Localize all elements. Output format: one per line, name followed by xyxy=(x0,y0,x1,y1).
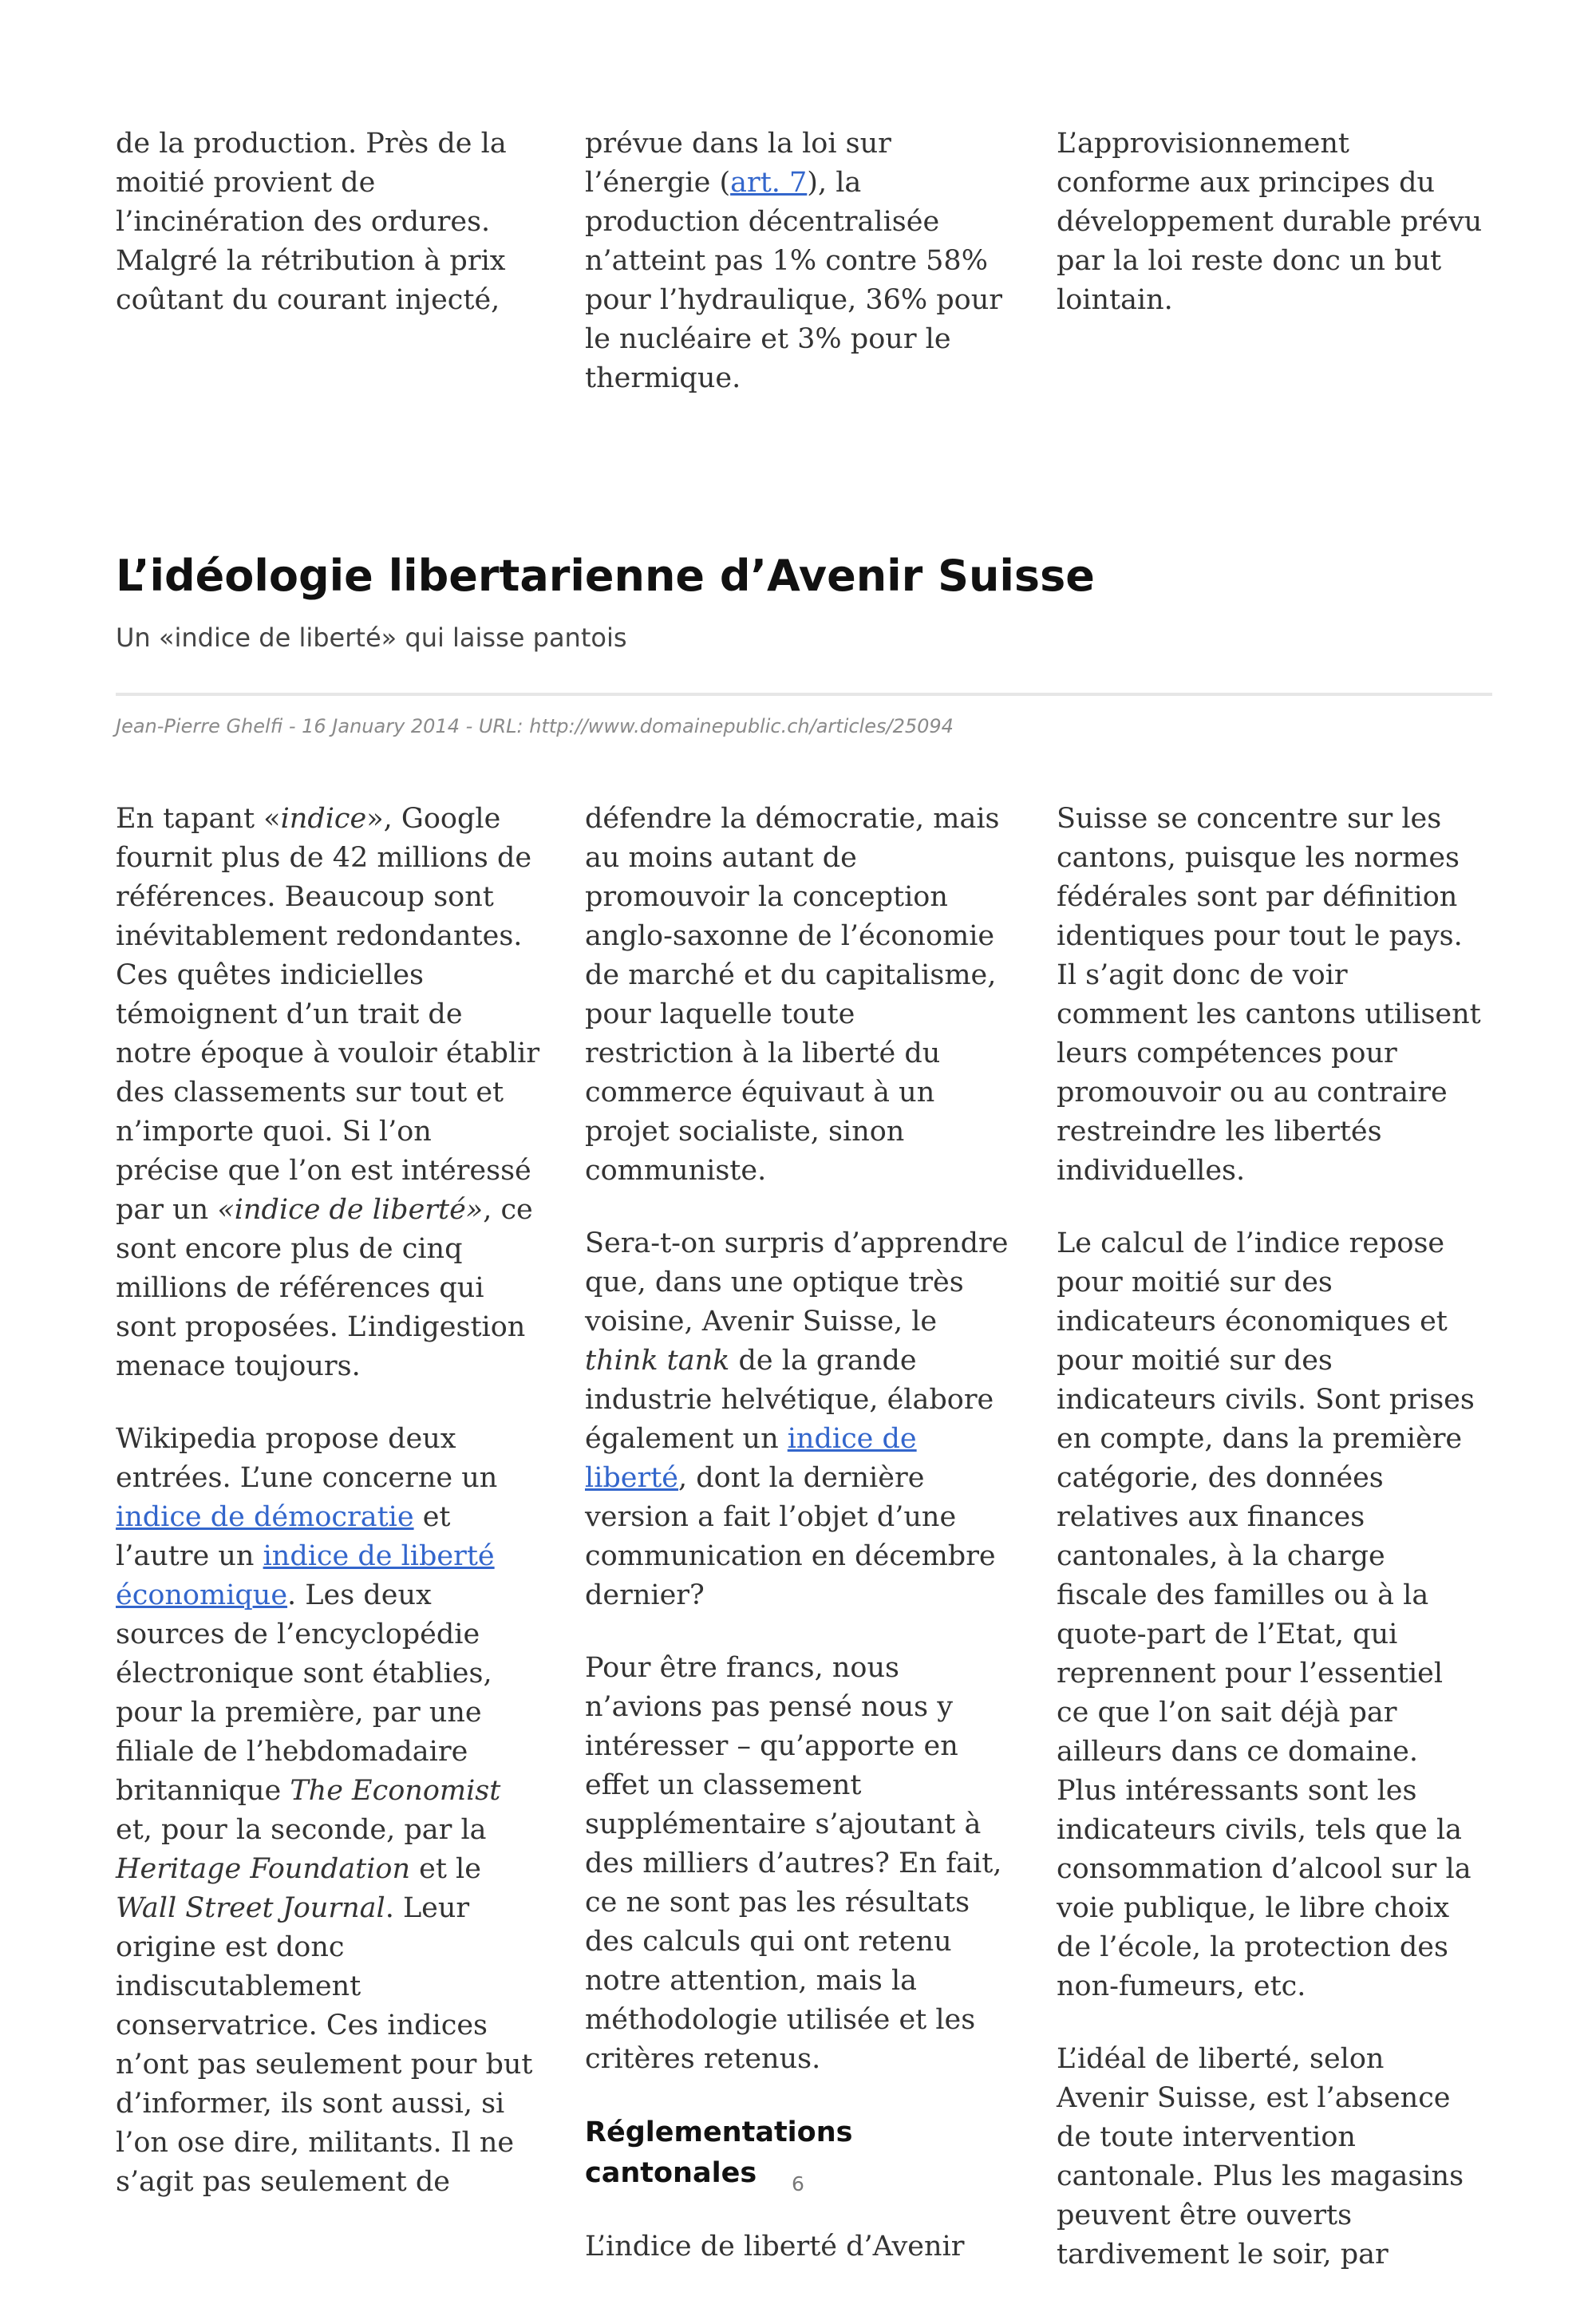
paragraph: Wikipedia propose deux entrées. L’une concerne un indice de démocratie et l’autre un indice de liberté économique. Les deux sources de l’encyclopédie électronique sont établies, pour la première, par une filiale de l’hebdomadaire britannique The Economist et, pour la seconde, par la Heritage Foundation et le Wall Street Journal. Leur origine est donc indiscutablement conservatrice. Ces indices n’ont pas seulement pour but d’informer, ils sont aussi, si l’on ose dire, militants. Il ne s’agit pas seulement de xyxy=(116,1423,533,2198)
article-title: L’idéologie libertarienne d’Avenir Suisse xyxy=(116,551,1095,601)
paragraph: Suisse se concentre sur les cantons, puisque les normes fédérales sont par définition identiques pour tout le pays. Il s’agit donc de voir comment les cantons utilisent leurs compétences pour promouvoir ou au contraire restreindre les libertés individuelles. xyxy=(1057,803,1481,1187)
paragraph: de la production. Près de la moitié provient de l’incinération des ordures. Malgré la rétribution à prix coûtant du courant injecté, xyxy=(116,128,507,316)
prev-article-column-3 xyxy=(1057,124,1483,354)
article-meta: Jean-Pierre Ghelfi - 16 January 2014 - URL: http://www.domainepublic.ch/articles/25094 xyxy=(116,715,954,737)
paragraph: En tapant «indice», Google fournit plus de 42 millions de références. Beaucoup sont inévitablement redondantes. Ces quêtes indicielles témoignent d’un trait de notre époque à vouloir établir des classements sur tout et n’importe quoi. Si l’on précise que l’on est intéressé par un «indice de liberté», ce sont encore plus de cinq millions de références qui sont proposées. L’indigestion menace toujours. xyxy=(116,803,540,1382)
divider xyxy=(116,693,1492,696)
economic-freedom-index-link[interactable]: indice de liberté économique xyxy=(116,1540,495,1611)
article-column-1 xyxy=(116,800,543,2235)
section-heading: Réglementations cantonales xyxy=(585,2116,853,2189)
paragraph: L’approvisionnement conforme aux principes du développement durable prévu par la loi reste donc un but lointain. xyxy=(1057,128,1483,316)
paragraph: Pour être francs, nous n’avions pas pensé nous y intéresser – qu’apporte en effet un classement supplémentaire s’ajoutant à des milliers d’autres? En fait, ce ne sont pas les résultats des calculs qui ont retenu notre attention, mais la méthodologie utilisée et les critères retenus. xyxy=(585,1652,1002,2075)
paragraph: Le calcul de l’indice repose pour moitié sur des indicateurs économiques et pour moitié sur des indicateurs civils. Sont prises en compte, dans la première catégorie, des données relatives aux finances cantonales, à la charge fiscale des familles ou à la quote-part de l’Etat, qui reprennent pour l’essentiel ce que l’on sait déjà par ailleurs dans ce domaine. Plus intéressants sont les indicateurs civils, tels que la consommation d’alcool sur la voie publique, le libre choix de l’école, la protection des non-fumeurs, etc. xyxy=(1057,1227,1475,2002)
paragraph: L’indice de liberté d’Avenir xyxy=(585,2231,965,2263)
article-subtitle: Un «indice de liberté» qui laisse pantois xyxy=(116,622,627,653)
article-column-3 xyxy=(1057,800,1483,2308)
paragraph: L’idéal de liberté, selon Avenir Suisse, est l’absence de toute intervention cantonale. Plus les magasins peuvent être ouverts tardivement le soir, par xyxy=(1057,2043,1464,2270)
paragraph: prévue dans la loi sur l’énergie (art. 7), la production décentralisée n’atteint pas 1% contre 58% pour l’hydraulique, 36% pour le nucléaire et 3% pour le thermique. xyxy=(585,128,1003,394)
paragraph: défendre la démocratie, mais au moins autant de promouvoir la conception anglo-saxonne de l’économie de marché et du capitalisme, pour laquelle toute restriction à la liberté du commerce équivaut à un projet socialiste, sinon communiste. xyxy=(585,803,1000,1187)
art-7-link[interactable]: art. 7 xyxy=(730,167,808,199)
article-column-2 xyxy=(585,800,1012,2300)
prev-article-column-1 xyxy=(116,124,543,354)
page-number: 6 xyxy=(792,2172,804,2195)
freedom-index-link[interactable]: indice de liberté xyxy=(585,1423,917,1494)
democracy-index-link[interactable]: indice de démocratie xyxy=(116,1501,414,1533)
prev-article-column-2 xyxy=(585,124,1012,432)
paragraph: Sera-t-on surpris d’apprendre que, dans une optique très voisine, Avenir Suisse, le think tank de la grande industrie helvétique, élabore également un indice de liberté, dont la dernière version a fait l’objet d’une communication en décembre dernier? xyxy=(585,1227,1009,1611)
